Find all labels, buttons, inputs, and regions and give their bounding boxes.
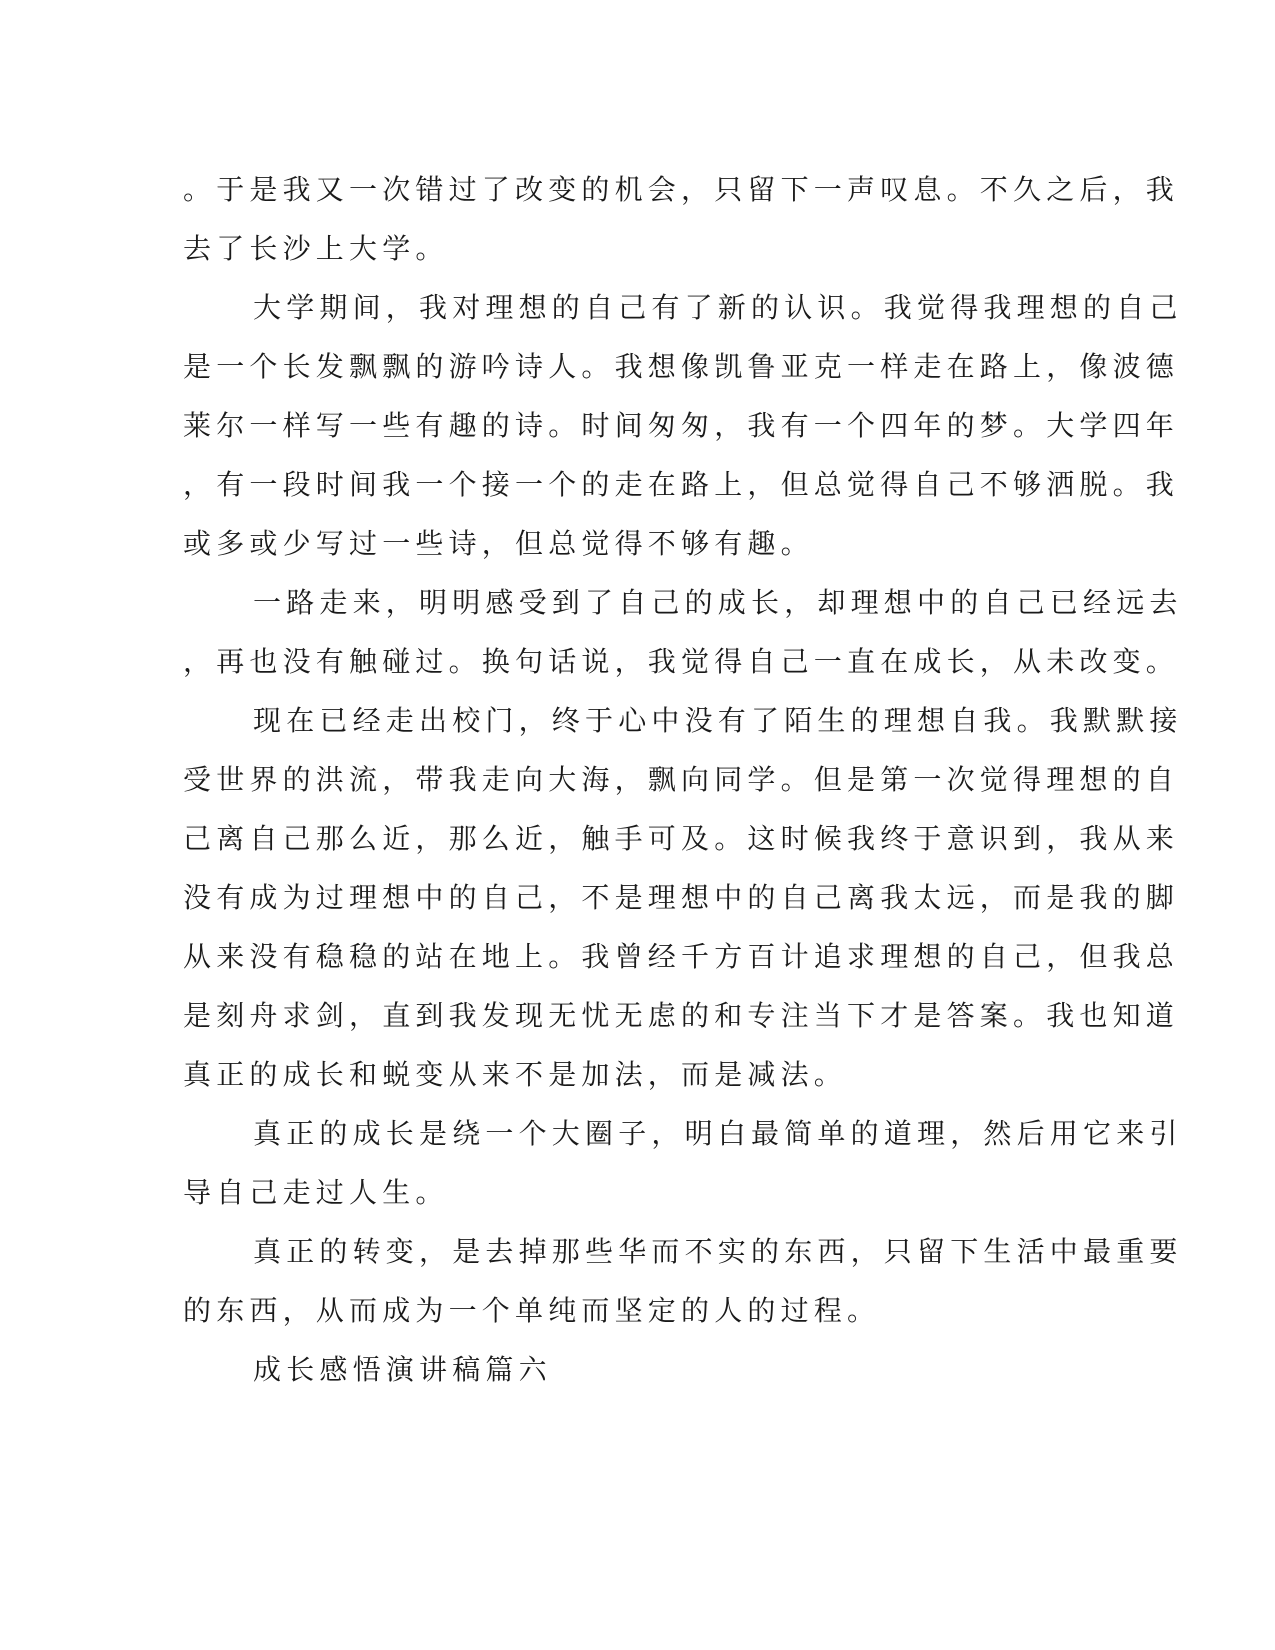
text-line: ，有一段时间我一个接一个的走在路上，但总觉得自己不够洒脱。我: [183, 468, 1180, 501]
text-line: 。于是我又一次错过了改变的机会，只留下一声叹息。不久之后，我: [183, 173, 1180, 206]
document-body: [183, 160, 1183, 1399]
text-line: 是刻舟求剑，直到我发现无忧无虑的和专注当下才是答案。我也知道: [183, 999, 1180, 1032]
text-line: 导自己走过人生。: [183, 1176, 449, 1209]
text-line: 或多或少写过一些诗，但总觉得不够有趣。: [183, 527, 814, 560]
text-line: 大学期间，我对理想的自己有了新的认识。我觉得我理想的自己: [253, 291, 1183, 324]
text-line: 没有成为过理想中的自己，不是理想中的自己离我太远，而是我的脚: [183, 881, 1180, 914]
text-line: 莱尔一样写一些有趣的诗。时间匆匆，我有一个四年的梦。大学四年: [183, 409, 1180, 442]
text-line: 己离自己那么近，那么近，触手可及。这时候我终于意识到，我从来: [183, 822, 1180, 855]
text-line: 一路走来，明明感受到了自己的成长，却理想中的自己已经远去: [253, 586, 1183, 619]
text-line: ，再也没有触碰过。换句话说，我觉得自己一直在成长，从未改变。: [183, 645, 1180, 678]
text-line: 受世界的洪流，带我走向大海，飘向同学。但是第一次觉得理想的自: [183, 763, 1180, 796]
text-line: 成长感悟演讲稿篇六: [253, 1353, 552, 1386]
text-line: 真正的转变，是去掉那些华而不实的东西，只留下生活中最重要: [253, 1235, 1183, 1268]
text-line: 去了长沙上大学。: [183, 232, 449, 265]
text-line: 从来没有稳稳的站在地上。我曾经千方百计追求理想的自己，但我总: [183, 940, 1180, 973]
text-line: 现在已经走出校门，终于心中没有了陌生的理想自我。我默默接: [253, 704, 1183, 737]
text-line: 真正的成长是绕一个大圈子，明白最简单的道理，然后用它来引: [253, 1117, 1183, 1150]
text-line: 是一个长发飘飘的游吟诗人。我想像凯鲁亚克一样走在路上，像波德: [183, 350, 1180, 383]
text-line: 真正的成长和蜕变从来不是加法，而是减法。: [183, 1058, 848, 1091]
text-line: 的东西，从而成为一个单纯而坚定的人的过程。: [183, 1294, 881, 1327]
